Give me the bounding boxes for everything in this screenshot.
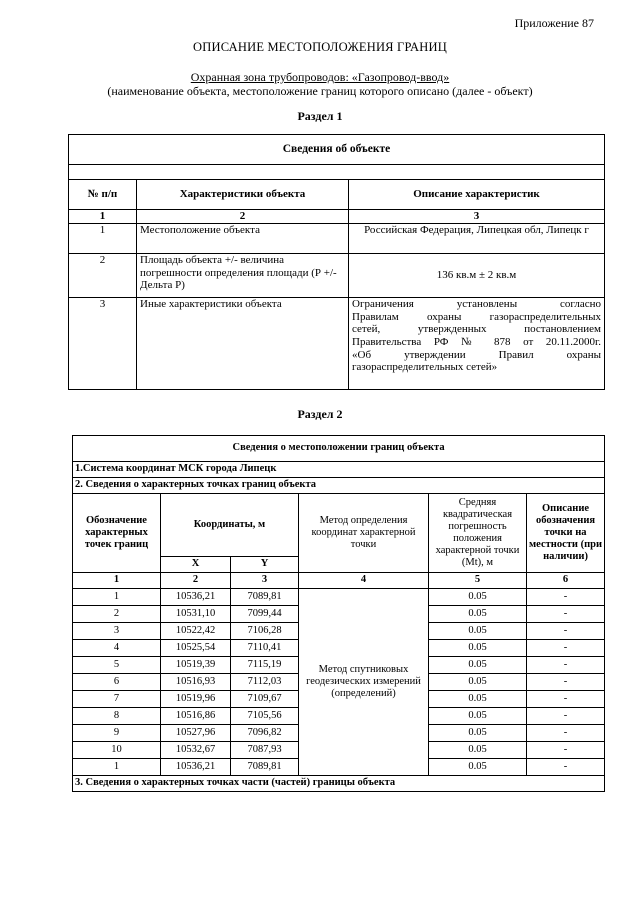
point-precision: 0.05 <box>429 657 527 674</box>
point-precision: 0.05 <box>429 606 527 623</box>
point-y: 7089,81 <box>231 589 299 606</box>
point-description: - <box>527 691 605 708</box>
point-description: - <box>527 657 605 674</box>
table-row <box>73 589 605 606</box>
object-info-table-title: Сведения об объекте <box>69 135 605 165</box>
point-y: 7089,81 <box>231 759 299 776</box>
point-description: - <box>527 725 605 742</box>
point-number: 9 <box>73 725 161 742</box>
point-y: 7115,19 <box>231 657 299 674</box>
point-number: 4 <box>73 640 161 657</box>
point-number: 10 <box>73 742 161 759</box>
document-title: ОПИСАНИЕ МЕСТОПОЛОЖЕНИЯ ГРАНИЦ <box>193 40 447 54</box>
table-row <box>69 224 605 254</box>
point-x: 10536,21 <box>161 759 231 776</box>
section1-title: Раздел 1 <box>297 109 343 123</box>
row-num: 2 <box>69 254 137 298</box>
header-num: № п/п <box>69 180 137 210</box>
row-description: 136 кв.м ± 2 кв.м <box>349 254 605 298</box>
point-precision: 0.05 <box>429 725 527 742</box>
table-row <box>69 254 605 298</box>
col-number: 1 <box>69 210 137 224</box>
point-x: 10527,96 <box>161 725 231 742</box>
col-number: 1 <box>73 573 161 589</box>
points-title: 2. Сведения о характерных точках границ объекта <box>73 478 605 494</box>
method-value: Метод спутниковых геодезических измерений (определений) <box>299 589 429 776</box>
header-characteristic: Характеристики объекта <box>137 180 349 210</box>
point-y: 7099,44 <box>231 606 299 623</box>
point-y: 7096,82 <box>231 725 299 742</box>
point-precision: 0.05 <box>429 623 527 640</box>
description-line: «Об утверждении Правил охраны <box>352 348 601 361</box>
point-description: - <box>527 759 605 776</box>
point-number: 7 <box>73 691 161 708</box>
object-info-table <box>68 134 605 390</box>
row-description: Российская Федерация, Липецкая обл, Липецк г <box>349 224 605 254</box>
description-line: Ограничения установлены согласно <box>352 298 601 310</box>
description-line: сетей, утвержденных постановлением <box>352 323 601 336</box>
object-info-spacer-row <box>69 165 605 180</box>
row-num: 3 <box>69 298 137 390</box>
table-row <box>69 298 605 390</box>
row-characteristic: Площадь объекта +/- величина погрешности определения площади (Р +/- Дельта Р) <box>137 254 349 298</box>
point-precision: 0.05 <box>429 589 527 606</box>
point-precision: 0.05 <box>429 640 527 657</box>
point-x: 10525,54 <box>161 640 231 657</box>
coord-system: 1.Система координат МСК города Липецк <box>73 462 605 478</box>
col-number: 3 <box>231 573 299 589</box>
point-precision: 0.05 <box>429 759 527 776</box>
point-number: 2 <box>73 606 161 623</box>
header-precision: Средняя квадратическая погрешность положения характерной точки (Mt), м <box>429 494 527 573</box>
point-description: - <box>527 708 605 725</box>
point-x: 10519,96 <box>161 691 231 708</box>
row-characteristic: Местоположение объекта <box>137 224 349 254</box>
point-number: 3 <box>73 623 161 640</box>
boundary-table <box>72 435 605 792</box>
object-caption: (наименование объекта, местоположение границ которого описано (далее - объект) <box>107 84 533 98</box>
point-x: 10519,39 <box>161 657 231 674</box>
point-y: 7106,28 <box>231 623 299 640</box>
col-number: 4 <box>299 573 429 589</box>
row-characteristic: Иные характеристики объекта <box>137 298 349 390</box>
section2-title: Раздел 2 <box>297 407 343 421</box>
header-coordinates: Координаты, м <box>161 494 299 557</box>
col-number: 3 <box>349 210 605 224</box>
point-x: 10516,93 <box>161 674 231 691</box>
parts-title: 3. Сведения о характерных точках части (частей) границы объекта <box>73 776 605 792</box>
point-x: 10522,42 <box>161 623 231 640</box>
appendix-number: Приложение 87 <box>514 16 594 30</box>
col-number: 2 <box>137 210 349 224</box>
point-description: - <box>527 589 605 606</box>
col-number: 6 <box>527 573 605 589</box>
header-x: X <box>161 557 231 573</box>
header-method: Метод определения координат характерной точки <box>299 494 429 573</box>
description-line: газораспределительных сетей» <box>352 361 498 374</box>
point-number: 1 <box>73 759 161 776</box>
point-description: - <box>527 742 605 759</box>
description-line: Правилам охраны газораспределительных <box>352 310 601 323</box>
boundary-table-title: Сведения о местоположении границ объекта <box>73 436 605 462</box>
point-y: 7109,67 <box>231 691 299 708</box>
point-number: 6 <box>73 674 161 691</box>
row-num: 1 <box>69 224 137 254</box>
point-precision: 0.05 <box>429 708 527 725</box>
point-y: 7110,41 <box>231 640 299 657</box>
point-description: - <box>527 674 605 691</box>
col-number: 5 <box>429 573 527 589</box>
row-description <box>349 298 605 390</box>
point-number: 5 <box>73 657 161 674</box>
point-x: 10536,21 <box>161 589 231 606</box>
header-designation: Обозначение характерных точек границ <box>73 494 161 573</box>
col-number: 2 <box>161 573 231 589</box>
header-description: Описание обозначения точки на местности (при наличии) <box>527 494 605 573</box>
point-y: 7087,93 <box>231 742 299 759</box>
point-number: 8 <box>73 708 161 725</box>
point-number: 1 <box>73 589 161 606</box>
point-description: - <box>527 606 605 623</box>
header-description: Описание характеристик <box>349 180 605 210</box>
point-y: 7105,56 <box>231 708 299 725</box>
point-precision: 0.05 <box>429 674 527 691</box>
point-x: 10532,67 <box>161 742 231 759</box>
header-y: Y <box>231 557 299 573</box>
point-x: 10531,10 <box>161 606 231 623</box>
description-line: Правительства РФ № 878 от 20.11.2000г. <box>352 335 601 348</box>
point-y: 7112,03 <box>231 674 299 691</box>
point-precision: 0.05 <box>429 691 527 708</box>
point-x: 10516,86 <box>161 708 231 725</box>
point-description: - <box>527 623 605 640</box>
object-name: Охранная зона трубопроводов: «Газопровод-ввод» <box>190 70 450 84</box>
point-description: - <box>527 640 605 657</box>
point-precision: 0.05 <box>429 742 527 759</box>
